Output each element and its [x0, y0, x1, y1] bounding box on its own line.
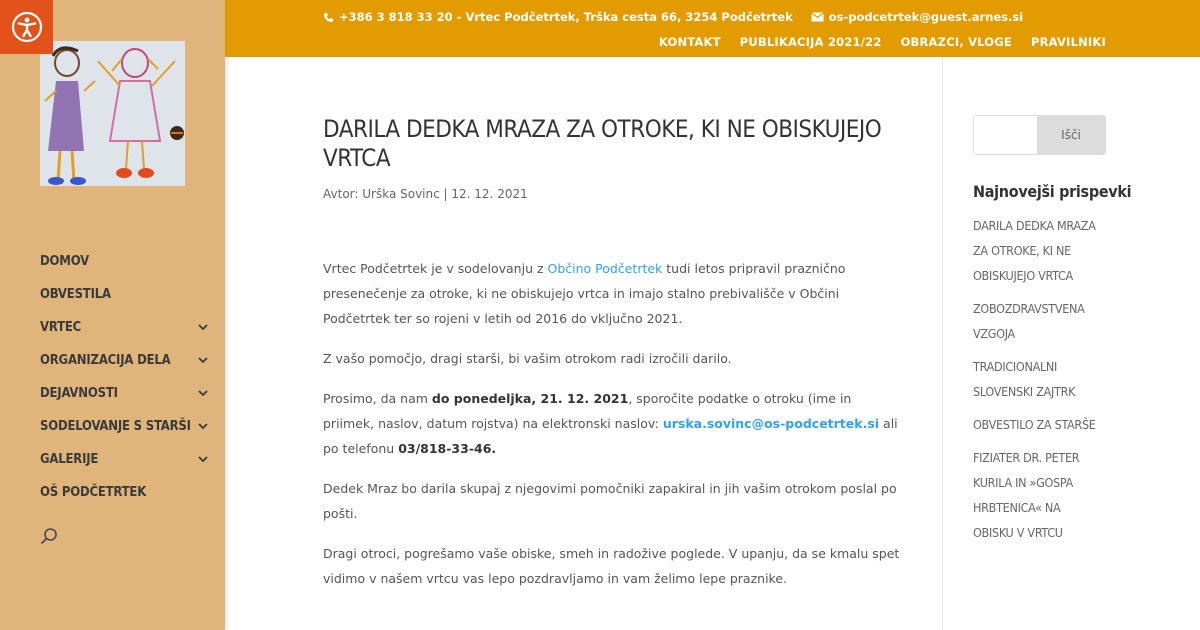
sidebar-item-domov[interactable]	[40, 245, 210, 278]
post-date: 12. 12. 2021	[451, 187, 528, 201]
post-title: DARILA DEDKA MRAZA ZA OTROKE, KI NE OBISKUJEJO VRTCA	[323, 115, 882, 172]
text: Vrtec Podčetrtek je v sodelovanju z	[323, 261, 548, 276]
sidebar-item-label: DEJAVNOSTI	[40, 386, 118, 401]
phone-contact	[323, 10, 793, 24]
recent-post-link[interactable]: OBVESTILO ZA STARŠE	[973, 417, 1096, 432]
meta-prefix: Avtor:	[323, 187, 363, 201]
chevron-down-icon[interactable]	[196, 453, 210, 467]
sidebar-item-galerije[interactable]	[40, 443, 210, 476]
sidebar-item-label: SODELOVANJE S STARŠI	[40, 419, 191, 434]
phone-text: +386 3 818 33 20 - Vrtec Podčetrtek, Trška cesta 66, 3254 Podčetrtek	[339, 10, 793, 24]
recent-post-link[interactable]: DARILA DEDKA MRAZA ZA OTROKE, KI NE OBISKUJEJO VRTCA	[973, 218, 1096, 283]
recent-post-link[interactable]: ZOBOZDRAVSTVENA VZGOJA	[973, 301, 1085, 341]
email-text[interactable]: os-podcetrtek@guest.arnes.si	[828, 10, 1024, 24]
paragraph-4: Dedek Mraz bo darila skupaj z njegovimi pomočniki zapakiral in jih vašim otrokom poslal po pošti.	[323, 481, 897, 521]
text: tudi letos pripravil praznično presenečenje za otroke, ki ne obiskujejo vrtca in imajo stalno prebivališče v Občini Podčetrtek ter so rojeni v letih od 2016 do vključno 2021.	[323, 261, 846, 326]
chevron-down-icon[interactable]	[196, 321, 210, 335]
sidebar-item-label: OŠ PODČETRTEK	[40, 485, 147, 500]
paragraph-1	[323, 256, 903, 331]
chevron-down-icon[interactable]	[196, 420, 210, 434]
sidebar-item-label: GALERIJE	[40, 452, 99, 467]
recent-posts-title: Najnovejši prispevki	[973, 182, 1132, 201]
search-widget	[973, 115, 1106, 155]
top-nav	[659, 35, 1106, 49]
phone-icon	[323, 12, 334, 23]
paragraph-2: Z vašo pomočjo, dragi starši, bi vašim otrokom radi izročili darilo.	[323, 351, 732, 366]
sidebar-item-os-podcetrtek[interactable]	[40, 476, 210, 509]
recent-post-link[interactable]: FIZIATER DR. PETER KURILA IN »GOSPA HRBTENICA« NA OBISKU V VRTCU	[973, 450, 1080, 540]
recent-posts-list	[973, 213, 1103, 553]
post-meta	[323, 187, 903, 201]
meta-separator: |	[439, 187, 452, 201]
top-nav-kontakt[interactable]: KONTAKT	[658, 35, 721, 49]
sidebar-item-sodelovanje[interactable]	[40, 410, 210, 443]
chevron-down-icon[interactable]	[196, 354, 210, 368]
sidebar-item-label: VRTEC	[40, 320, 82, 335]
sidebar-item-label: OBVESTILA	[40, 287, 111, 302]
sidebar-item-dejavnosti[interactable]	[40, 377, 210, 410]
phone-number: 03/818-33-46.	[398, 441, 497, 456]
paragraph-5: Dragi otroci, pogrešamo vaše obiske, smeh in radožive poglede. V upanju, da se kmalu spet vidimo v našem vrtcu vas lepo pozdravljamo in vam želimo lepe praznike.	[323, 546, 900, 586]
text: Prosimo, da nam	[323, 391, 432, 406]
email-contact[interactable]	[811, 10, 1023, 24]
text: , sporočite podatke o otroku (ime in priimek, naslov, datum rojstva) na elektronski naslov:	[323, 391, 852, 431]
paragraph-3	[323, 386, 903, 461]
top-nav-pravilniki[interactable]: PRAVILNIKI	[1030, 35, 1106, 49]
sidebar-nav	[40, 245, 210, 509]
top-nav-publikacija[interactable]: PUBLIKACIJA 2021/22	[739, 35, 882, 49]
sidebar-item-vrtec[interactable]	[40, 311, 210, 344]
search-input[interactable]	[974, 116, 1037, 154]
email-link[interactable]: urska.sovinc@os-podcetrtek.si	[662, 416, 880, 431]
top-header-bar	[225, 0, 1200, 57]
site-logo[interactable]	[40, 41, 185, 186]
accessibility-button[interactable]	[0, 0, 53, 54]
sidebar-divider	[942, 57, 943, 630]
text: ali po telefonu	[323, 416, 898, 456]
post-content	[323, 256, 903, 591]
sidebar-item-obvestila[interactable]	[40, 278, 210, 311]
accessibility-icon	[11, 11, 43, 43]
contact-info	[323, 10, 1023, 24]
top-nav-obrazci-vloge[interactable]: OBRAZCI, VLOGE	[900, 35, 1012, 49]
obcina-link[interactable]: Občino Podčetrtek	[547, 261, 663, 276]
left-sidebar	[0, 0, 225, 630]
children-drawing-logo	[40, 41, 185, 186]
deadline-date: do ponedeljka, 21. 12. 2021	[431, 391, 629, 406]
search-button[interactable]: Išči	[1037, 116, 1105, 154]
post-article	[323, 115, 903, 606]
sidebar-item-organizacija-dela[interactable]	[40, 344, 210, 377]
recent-post-link[interactable]: TRADICIONALNI SLOVENSKI ZAJTRK	[973, 359, 1076, 399]
sidebar-item-label: ORGANIZACIJA DELA	[40, 353, 171, 368]
author-link[interactable]: Urška Sovinc	[362, 187, 440, 201]
search-icon[interactable]	[40, 527, 60, 547]
envelope-icon	[811, 12, 824, 22]
chevron-down-icon[interactable]	[196, 387, 210, 401]
sidebar-item-label: DOMOV	[40, 254, 89, 269]
